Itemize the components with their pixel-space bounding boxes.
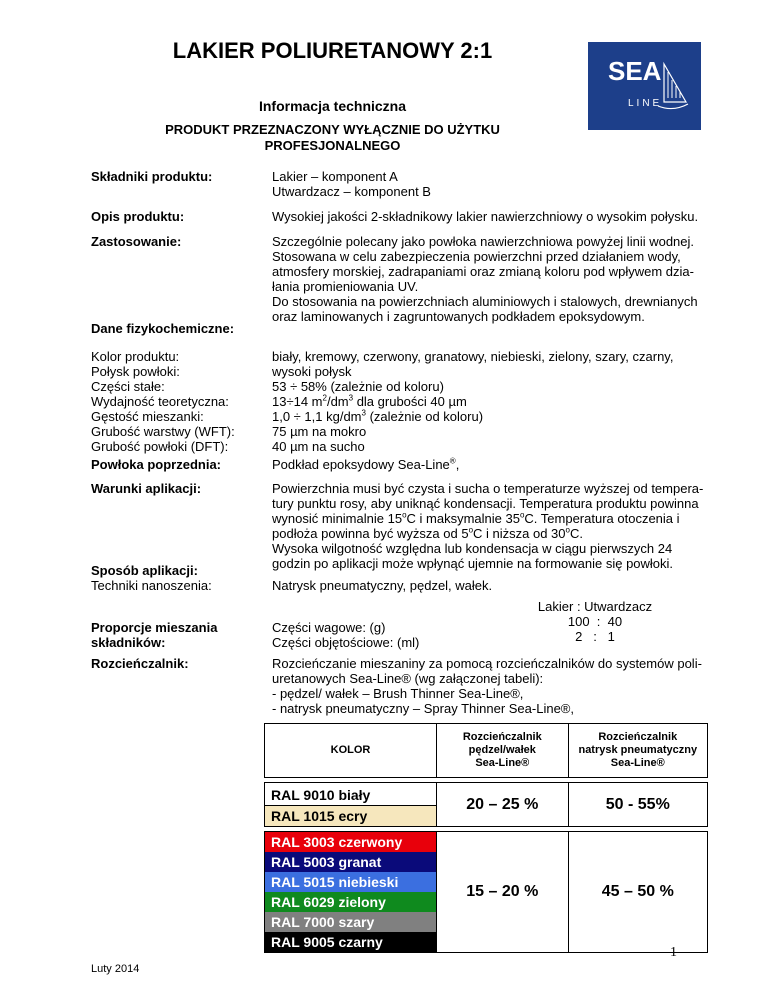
label-powloka: Powłoka poprzednia: bbox=[91, 457, 222, 472]
proporcje-ratio2: 2 : 1 bbox=[575, 629, 615, 644]
warunki-line: wynosić minimalnie 15$^o$C i maksymalnie 35$^o$C. Temperatura otoczenia i bbox=[272, 510, 680, 526]
props-values bbox=[272, 349, 704, 454]
skladniki-line1: Lakier – komponent A bbox=[272, 169, 398, 184]
label-warunki: Warunki aplikacji: bbox=[91, 481, 202, 496]
prop-value: 75 µm na mokro bbox=[272, 424, 367, 439]
proporcje-ratio1: 100 : 40 bbox=[567, 614, 623, 629]
zastosowanie-line: Do stosowania na powierzchniach aluminiowych i stalowych, drewnianych bbox=[272, 294, 698, 309]
prop-value-gestosc: 1,0 ÷ 1,1 $kg/dm^3$ (zależnie od koloru) bbox=[272, 408, 484, 424]
label-zastosowanie: Zastosowanie: bbox=[91, 234, 182, 249]
logo-word-line: LINE bbox=[628, 98, 663, 109]
table-row bbox=[265, 783, 708, 827]
proporcje-header: Lakier : Utwardzacz bbox=[537, 599, 653, 614]
header-spray: Rozcieńczalnik natrysk pneumatyczny Sea-Line® bbox=[568, 724, 707, 778]
table-row bbox=[265, 832, 708, 953]
label-rozcienczalnik: Rozcieńczalnik: bbox=[91, 656, 189, 671]
product-notice-line2: PROFESJONALNEGO bbox=[264, 138, 401, 153]
brush-value-2: 15 – 20 % bbox=[437, 832, 569, 953]
label-skladniki: Składniki produktu: bbox=[91, 169, 213, 184]
props-labels bbox=[91, 349, 235, 454]
page-subtitle: Informacja techniczna bbox=[258, 98, 407, 114]
header-brush: Rozcieńczalnik pędzel/wałek Sea-Line® bbox=[437, 724, 569, 778]
rozc-line: - pędzel/ wałek – Brush Thinner Sea-Line®, bbox=[272, 686, 524, 701]
warunki-line: tury punktu rosy, aby uniknąć kondensacji. Temperatura produktu powinna bbox=[272, 496, 699, 511]
zastosowanie-line: łania promieniowania UV. bbox=[272, 279, 419, 294]
label-sposob bbox=[91, 563, 212, 593]
prop-label: Kolor produktu: bbox=[91, 349, 180, 364]
zastosowanie-line: Szczególnie polecany jako powłoka nawierzchniowa powyżej linii wodnej. bbox=[272, 234, 695, 249]
skladniki-line2: Utwardzacz – komponent B bbox=[272, 184, 431, 199]
proporcje-row1: Części wagowe: (g) bbox=[272, 620, 386, 635]
color-group-1 bbox=[265, 783, 437, 827]
color-swatch: RAL 3003 czerwony bbox=[265, 832, 436, 852]
prop-label: Połysk powłoki: bbox=[91, 364, 180, 379]
prop-value: 40 µm na sucho bbox=[272, 439, 365, 454]
prop-value: biały, kremowy, czerwony, granatowy, niebieski, zielony, szary, czarny, bbox=[272, 349, 674, 364]
footer-date: Luty 2014 bbox=[91, 963, 140, 975]
value-sposob: Natrysk pneumatyczny, pędzel, wałek. bbox=[272, 578, 493, 593]
header-kolor: KOLOR bbox=[265, 724, 437, 778]
label-dane: Dane fizykochemiczne: bbox=[91, 321, 235, 336]
warunki-line: godzin po aplikacji może wpłynąć ujemnie na formowanie się powłoki. bbox=[272, 556, 674, 571]
prop-value: 53 ÷ 58% (zależnie od koloru) bbox=[272, 379, 444, 394]
product-notice bbox=[100, 122, 565, 154]
warunki-line: Powierzchnia musi być czysta i sucha o temperaturze wyższej od tempera- bbox=[272, 481, 704, 496]
warunki-line: Wysoka wilgotność względna lub kondensacja w ciągu pierwszych 24 bbox=[272, 541, 673, 556]
sposob-label: Sposób aplikacji: bbox=[91, 563, 198, 578]
proporcje-ratios bbox=[530, 599, 660, 644]
table-header-row bbox=[265, 724, 708, 778]
prop-label: Grubość powłoki (DFT): bbox=[91, 439, 229, 454]
page-number: 1 bbox=[670, 945, 677, 960]
rozc-line: Rozcieńczanie mieszaniny za pomocą rozcieńczalników do systemów poli- bbox=[272, 656, 702, 671]
value-powloka: Podkład epoksydowy Sea-Line®, bbox=[272, 456, 460, 472]
prop-label: Grubość warstwy (WFT): bbox=[91, 424, 235, 439]
sail-logo-icon bbox=[588, 42, 701, 130]
thinner-table bbox=[264, 723, 708, 953]
label-proporcje bbox=[91, 620, 217, 650]
sea-line-logo bbox=[588, 42, 701, 130]
color-swatch: RAL 9005 czarny bbox=[265, 932, 436, 952]
color-swatch: RAL 7000 szary bbox=[265, 912, 436, 932]
page-title: LAKIER POLIURETANOWY 2:1 bbox=[172, 38, 493, 63]
proporcje-label2: składników: bbox=[91, 635, 166, 650]
value-skladniki bbox=[272, 169, 704, 199]
sposob-sub-label: Techniki nanoszenia: bbox=[91, 578, 212, 593]
spray-value-1: 50 - 55% bbox=[568, 783, 707, 827]
product-notice-line1: PRODUKT PRZEZNACZONY WYŁĄCZNIE DO UŻYTKU bbox=[165, 122, 500, 137]
prop-value-wydajnosc: 13÷14 $m^2/dm^3$ dla grubości 40 µm bbox=[272, 393, 467, 409]
warunki-line: podłoża powinna być wyższa od 5$^o$C i niższa od 30$^o$C. bbox=[272, 525, 583, 541]
proporcje-label1: Proporcje mieszania bbox=[91, 620, 218, 635]
color-swatch: RAL 5003 granat bbox=[265, 852, 436, 872]
brush-value-1: 20 – 25 % bbox=[437, 783, 569, 827]
rozc-line: uretanowych Sea-Line® (wg załączonej tabeli): bbox=[272, 671, 544, 686]
color-swatch: RAL 1015 ecry bbox=[265, 806, 436, 826]
rozc-line: - natrysk pneumatyczny – Spray Thinner Sea-Line®, bbox=[272, 701, 574, 716]
zastosowanie-line: atmosfery morskiej, zadrapaniami oraz zmianą koloru pod wpływem dzia- bbox=[272, 264, 694, 279]
prop-label: Gęstość mieszanki: bbox=[91, 409, 204, 424]
zastosowanie-line: Stosowana w celu zabezpieczenia powierzchni przed działaniem wody, bbox=[272, 249, 681, 264]
spray-value-2: 45 – 50 % bbox=[568, 832, 707, 953]
value-zastosowanie bbox=[272, 234, 704, 324]
color-group-2 bbox=[265, 832, 437, 953]
prop-value: wysoki połysk bbox=[272, 364, 352, 379]
label-opis: Opis produktu: bbox=[91, 209, 185, 224]
prop-label: Wydajność teoretyczna: bbox=[91, 394, 229, 409]
zastosowanie-line: oraz laminowanych i zagruntowanych podkładem epoksydowym. bbox=[272, 309, 645, 324]
value-rozcienczalnik bbox=[272, 656, 704, 716]
color-swatch: RAL 5015 niebieski bbox=[265, 872, 436, 892]
prop-label: Części stałe: bbox=[91, 379, 165, 394]
color-swatch: RAL 6029 zielony bbox=[265, 892, 436, 912]
color-swatch: RAL 9010 biały bbox=[265, 785, 436, 806]
proporcje-row2: Części objętościowe: (ml) bbox=[272, 635, 420, 650]
logo-word-sea: SEA bbox=[608, 56, 662, 86]
value-opis: Wysokiej jakości 2-składnikowy lakier nawierzchniowy o wysokim połysku. bbox=[272, 209, 699, 224]
value-warunki bbox=[272, 481, 704, 571]
